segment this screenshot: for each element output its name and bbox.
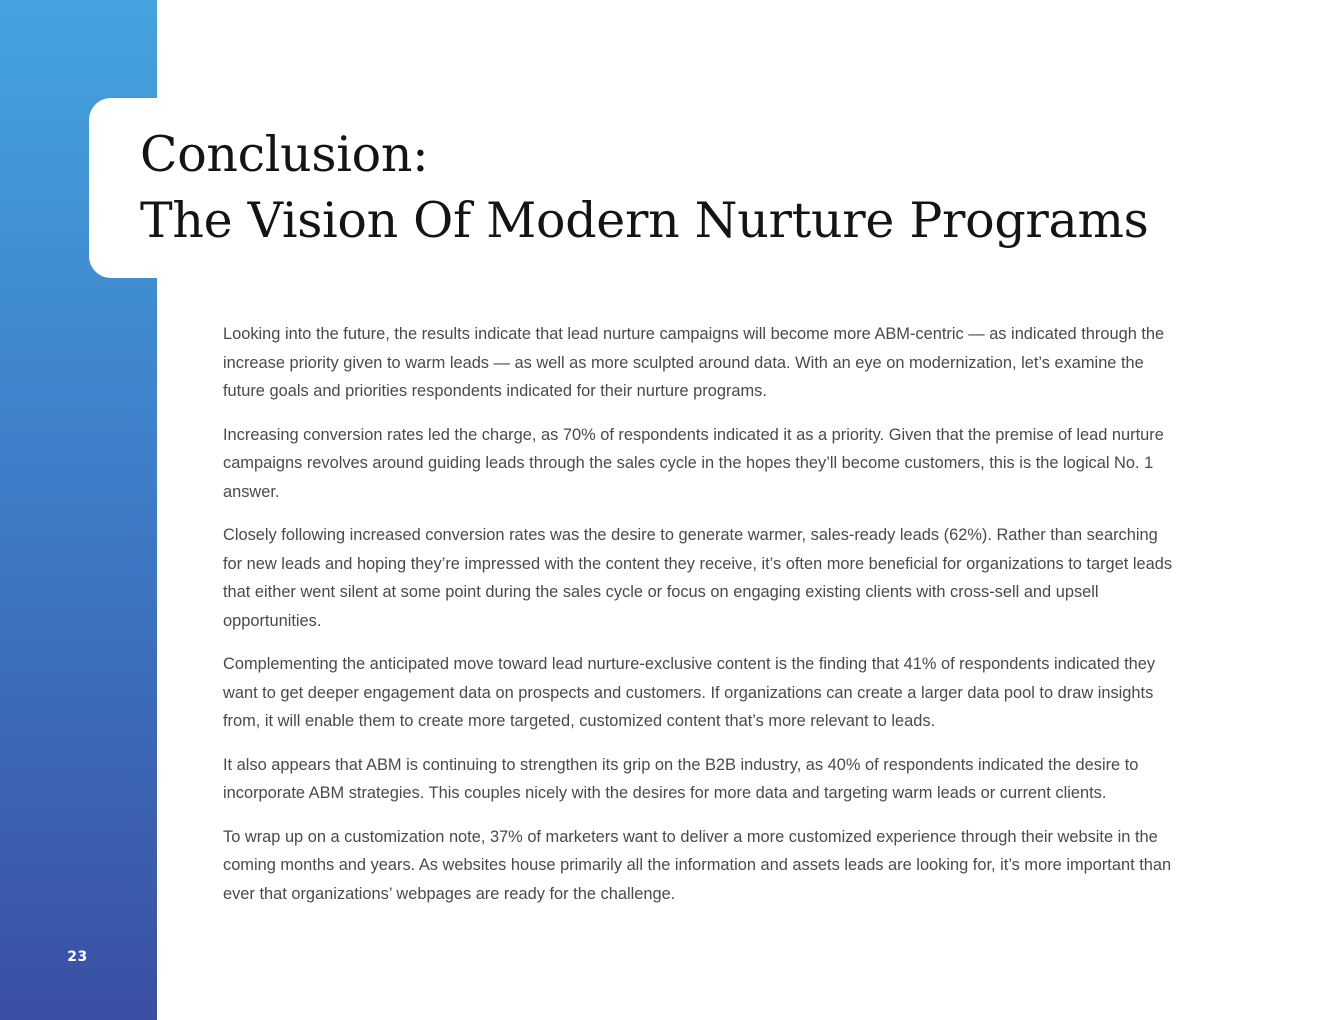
body-text [223, 320, 1173, 923]
title-line-1: Conclusion: [140, 126, 429, 183]
page-number: 23 [67, 949, 88, 965]
paragraph: Increasing conversion rates led the charge, as 70% of respondents indicated it as a priority. Given that the premise of lead nurture campaigns revolves around guiding leads through the sales cycle in the hopes they’ll become customers, this is the logical No. 1 answer. [223, 425, 1164, 501]
title-line-2: The Vision Of Modern Nurture Programs [140, 192, 1149, 249]
paragraph: Closely following increased conversion rates was the desire to generate warmer, sales-ready leads (62%). Rather than searching for new leads and hoping they’re impressed with the content they receive, it’s often more beneficial for organizations to target leads that either went silent at some point during the sales cycle or focus on engaging existing clients with cross-sell and upsell opportunities. [223, 526, 1173, 630]
paragraph: Complementing the anticipated move toward lead nurture-exclusive content is the finding that 41% of respondents indicated they want to get deeper engagement data on prospects and customers. If organizations can create a larger data pool to draw insights from, it will enable them to create more targeted, customized content that’s more relevant to leads. [223, 655, 1156, 730]
paragraph: Looking into the future, the results indicate that lead nurture campaigns will become more ABM-centric — as indicated through the increase priority given to warm leads — as well as more sculpted around data. With an eye on modernization, let’s examine the future goals and priorities respondents indicated for their nurture programs. [223, 325, 1165, 400]
page-title [140, 122, 1148, 254]
paragraph: To wrap up on a customization note, 37% of marketers want to deliver a more customized experience through their website in the coming months and years. As websites house primarily all the information and assets leads are looking for, it’s more important than ever that organizations’ webpages are ready for the challenge. [223, 827, 1172, 903]
paragraph: It also appears that ABM is continuing to strengthen its grip on the B2B industry, as 40% of respondents indicated the desire to incorporate ABM strategies. This couples nicely with the desires for more data and targeting warm leads or current clients. [223, 755, 1139, 802]
